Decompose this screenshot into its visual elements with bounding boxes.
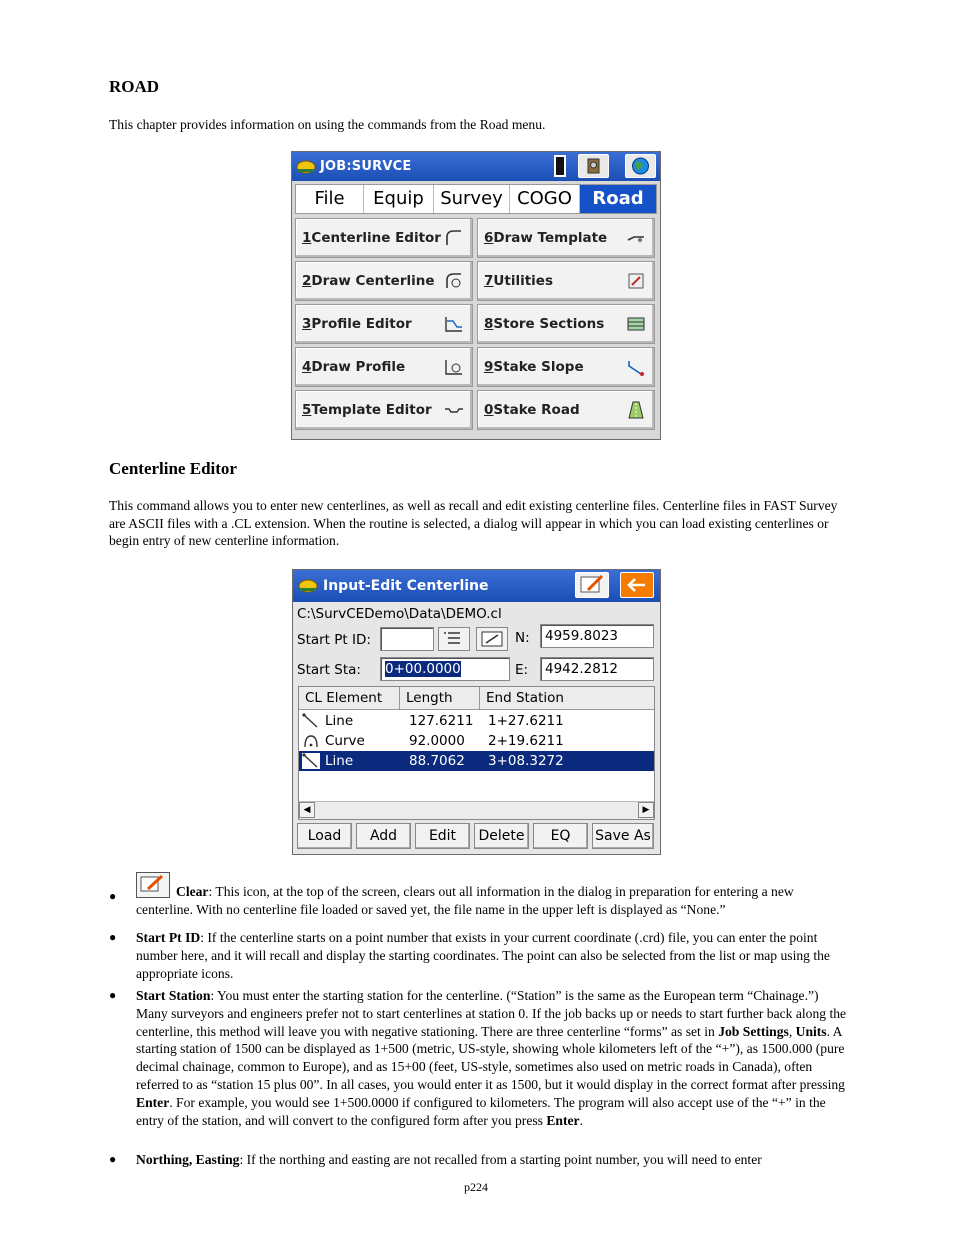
centerline-dialog-screenshot [292, 569, 661, 855]
bullet-bold: Job Settings [718, 1023, 789, 1039]
start-pt-label: Start Pt ID: [297, 632, 371, 648]
globe-icon[interactable] [625, 154, 656, 178]
cell-element: Line [325, 753, 354, 769]
bullet-text [136, 872, 851, 919]
bullet-dot: ● [109, 889, 117, 903]
button-label: Centerline Editor [311, 230, 441, 246]
instrument-icon[interactable] [578, 154, 609, 178]
bullet-body: : If the northing and easting are not recalled from a starting point number, you will need to enter [239, 1152, 762, 1167]
easting-input[interactable]: 4942.2812 [540, 657, 654, 681]
button-number: 8 [484, 316, 494, 332]
section-heading: Centerline Editor [109, 459, 237, 478]
cell-end-station: 2+19.6211 [488, 733, 564, 749]
add-button[interactable]: Add [356, 823, 411, 849]
button-label: Draw Template [493, 230, 608, 246]
button-number: 2 [302, 273, 312, 289]
menu-cogo[interactable]: COGO [510, 185, 580, 213]
button-number: 1 [302, 230, 312, 246]
cell-end-station: 3+08.3272 [488, 753, 564, 769]
bullet-text [136, 1151, 851, 1169]
button-label: Stake Road [493, 402, 580, 418]
edit-button[interactable]: Edit [415, 823, 470, 849]
bullet-dot: ● [109, 1152, 117, 1166]
column-header[interactable]: Length [400, 687, 480, 709]
map-pick-icon[interactable] [476, 627, 508, 651]
cell-length: 127.6211 [409, 713, 474, 729]
template-icon [626, 228, 646, 248]
bullet-body: , [788, 1023, 796, 1039]
file-path: C:\SurvCEDemo\Data\DEMO.cl [297, 606, 502, 622]
button-number: 5 [302, 402, 312, 418]
stake-road-button[interactable] [477, 390, 655, 430]
table-row-selected[interactable] [299, 751, 654, 771]
draw-centerline-button[interactable] [295, 261, 473, 301]
surveyor-helmet-icon [298, 576, 318, 594]
dialog-title: Input-Edit Centerline [323, 578, 489, 594]
button-label: Profile Editor [311, 316, 412, 332]
bullet-term: Clear [176, 884, 209, 899]
dialog-title-bar [293, 570, 660, 602]
draw-centerline-icon [444, 271, 464, 291]
template-editor-button[interactable] [295, 390, 473, 430]
scroll-right-icon[interactable]: ▶ [638, 802, 654, 818]
main-menu-bar [295, 184, 657, 214]
utilities-button[interactable] [477, 261, 655, 301]
point-list-icon[interactable] [438, 627, 470, 651]
slope-icon [626, 357, 646, 377]
column-header[interactable]: End Station [486, 690, 564, 706]
button-number: 4 [302, 359, 312, 375]
eq-button[interactable]: EQ [533, 823, 588, 849]
bullet-body: . For example, you would see 1+500.0000 if configured to kilometers. The program will also accept use of the “+” in the entry of the station, and will convert to the configured form after you press [136, 1094, 826, 1128]
store-sections-button[interactable] [477, 304, 655, 344]
centerline-icon [444, 228, 464, 248]
button-label: Utilities [493, 273, 553, 289]
table-row[interactable] [299, 711, 654, 731]
draw-profile-icon [444, 357, 464, 377]
bullet-text [136, 929, 851, 982]
back-arrow-icon[interactable] [620, 572, 654, 598]
sections-icon [626, 314, 646, 334]
curve-icon [302, 733, 320, 749]
profile-editor-button[interactable] [295, 304, 473, 344]
line-icon [302, 713, 320, 729]
cell-element: Curve [325, 733, 365, 749]
profile-icon [444, 314, 464, 334]
stake-slope-button[interactable] [477, 347, 655, 387]
page-number: p224 [464, 1180, 488, 1194]
menu-file[interactable]: File [296, 185, 364, 213]
bullet-term: Start Station [136, 988, 211, 1003]
save-as-button[interactable]: Save As [592, 823, 654, 849]
dialog-button-bar [297, 823, 657, 849]
button-label: Store Sections [493, 316, 605, 332]
bullet-body: . A starting station of 1500 can be displayed as 1+500 (metric, US-style, showing whole kilometers left of the “+”), as 1500.000 (pure decimal chainage, common to Europe), and as 15+00 (feet, US-style, sometimes also used on metric roads in Canada), often referred to as “station 15 plus 00”. In all cases, you would enter it as 1500, but it would display in the correct format after pressing [136, 1023, 845, 1092]
menu-equip[interactable]: Equip [364, 185, 434, 213]
bullet-term: Start Pt ID [136, 930, 201, 945]
bullet-body: : If the centerline starts on a point number that exists in your current coordinate (.crd) file, you can enter the point number here, and it will recall and display the starting coordinates. The point can also be selected from the list or map using the appropriate icons. [136, 930, 830, 981]
battery-icon [554, 155, 566, 177]
table-header [299, 687, 654, 710]
horizontal-scrollbar[interactable] [299, 801, 654, 819]
chapter-heading: ROAD [109, 77, 160, 96]
element-table [298, 686, 655, 820]
bullet-dot: ● [109, 988, 117, 1002]
button-number: 0 [484, 402, 494, 418]
road-icon [626, 400, 646, 420]
centerline-editor-button[interactable] [295, 218, 473, 258]
bullet-body: : You must enter the starting station for the centerline. (“Station” is the same as the European term “Chainage.”) Many surveyors and engineers prefer not to start centerlines at station 0. If the job backs up or needs to start further back along the centerline, this method will leave you with negative stationing. There are three centerline “forms” as set in [136, 988, 847, 1039]
surveyor-helmet-icon [296, 157, 316, 175]
start-station-input[interactable] [380, 657, 510, 681]
cell-length: 88.7062 [409, 753, 465, 769]
section-paragraph: This command allows you to enter new centerlines, as well as recall and edit existing centerline files. Centerline files in FAST Survey are ASCII files with a .CL extension. When the routine is selected, a dialog will appear in which you can load existing centerlines or begin entry of new centerline information. [109, 498, 838, 549]
column-header[interactable]: CL Element [299, 687, 400, 709]
start-sta-label: Start Sta: [297, 662, 361, 678]
start-pt-input[interactable] [380, 627, 434, 651]
bullet-body: . [579, 1112, 583, 1128]
delete-button[interactable]: Delete [474, 823, 529, 849]
cell-end-station: 1+27.6211 [488, 713, 564, 729]
menu-road[interactable]: Road [580, 185, 656, 213]
cell-element: Line [325, 713, 354, 729]
road-menu-screenshot [291, 151, 661, 440]
template-editor-icon [444, 400, 464, 420]
button-number: 7 [484, 273, 494, 289]
bullet-bold: Enter [136, 1094, 170, 1110]
intro-paragraph: This chapter provides information on using the commands from the Road menu. [109, 117, 546, 132]
scroll-left-icon[interactable]: ◀ [299, 802, 315, 818]
button-label: Stake Slope [493, 359, 584, 375]
line-icon [302, 753, 320, 769]
draw-template-button[interactable] [477, 218, 655, 258]
clear-icon[interactable] [575, 572, 609, 598]
bullet-dot: ● [109, 930, 117, 944]
utilities-icon [626, 271, 646, 291]
start-station-value: 0+00.0000 [385, 661, 461, 677]
button-number: 9 [484, 359, 494, 375]
button-number: 6 [484, 230, 494, 246]
title-bar [292, 152, 660, 181]
button-label: Draw Profile [311, 359, 406, 375]
bullet-body: : This icon, at the top of the screen, clears out all information in the dialog in preparation for entering a new centerline. With no centerline file loaded or saved yet, the file name in the upper left is displayed as “None.” [136, 884, 794, 917]
bullet-term: Northing, Easting [136, 1152, 240, 1167]
cell-length: 92.0000 [409, 733, 465, 749]
table-row[interactable] [299, 731, 654, 751]
bullet-text [136, 987, 851, 1129]
job-title: JOB:SURVCE [320, 159, 412, 174]
menu-survey[interactable]: Survey [434, 185, 510, 213]
bullet-bold: Units [795, 1023, 827, 1039]
e-label: E: [515, 662, 529, 678]
northing-input[interactable]: 4959.8023 [540, 624, 654, 648]
bullet-bold: Enter [546, 1112, 580, 1128]
n-label: N: [515, 630, 530, 646]
button-number: 3 [302, 316, 312, 332]
button-label: Draw Centerline [311, 273, 435, 289]
load-button[interactable]: Load [297, 823, 352, 849]
clear-icon [136, 872, 170, 898]
button-label: Template Editor [311, 402, 432, 418]
draw-profile-button[interactable] [295, 347, 473, 387]
